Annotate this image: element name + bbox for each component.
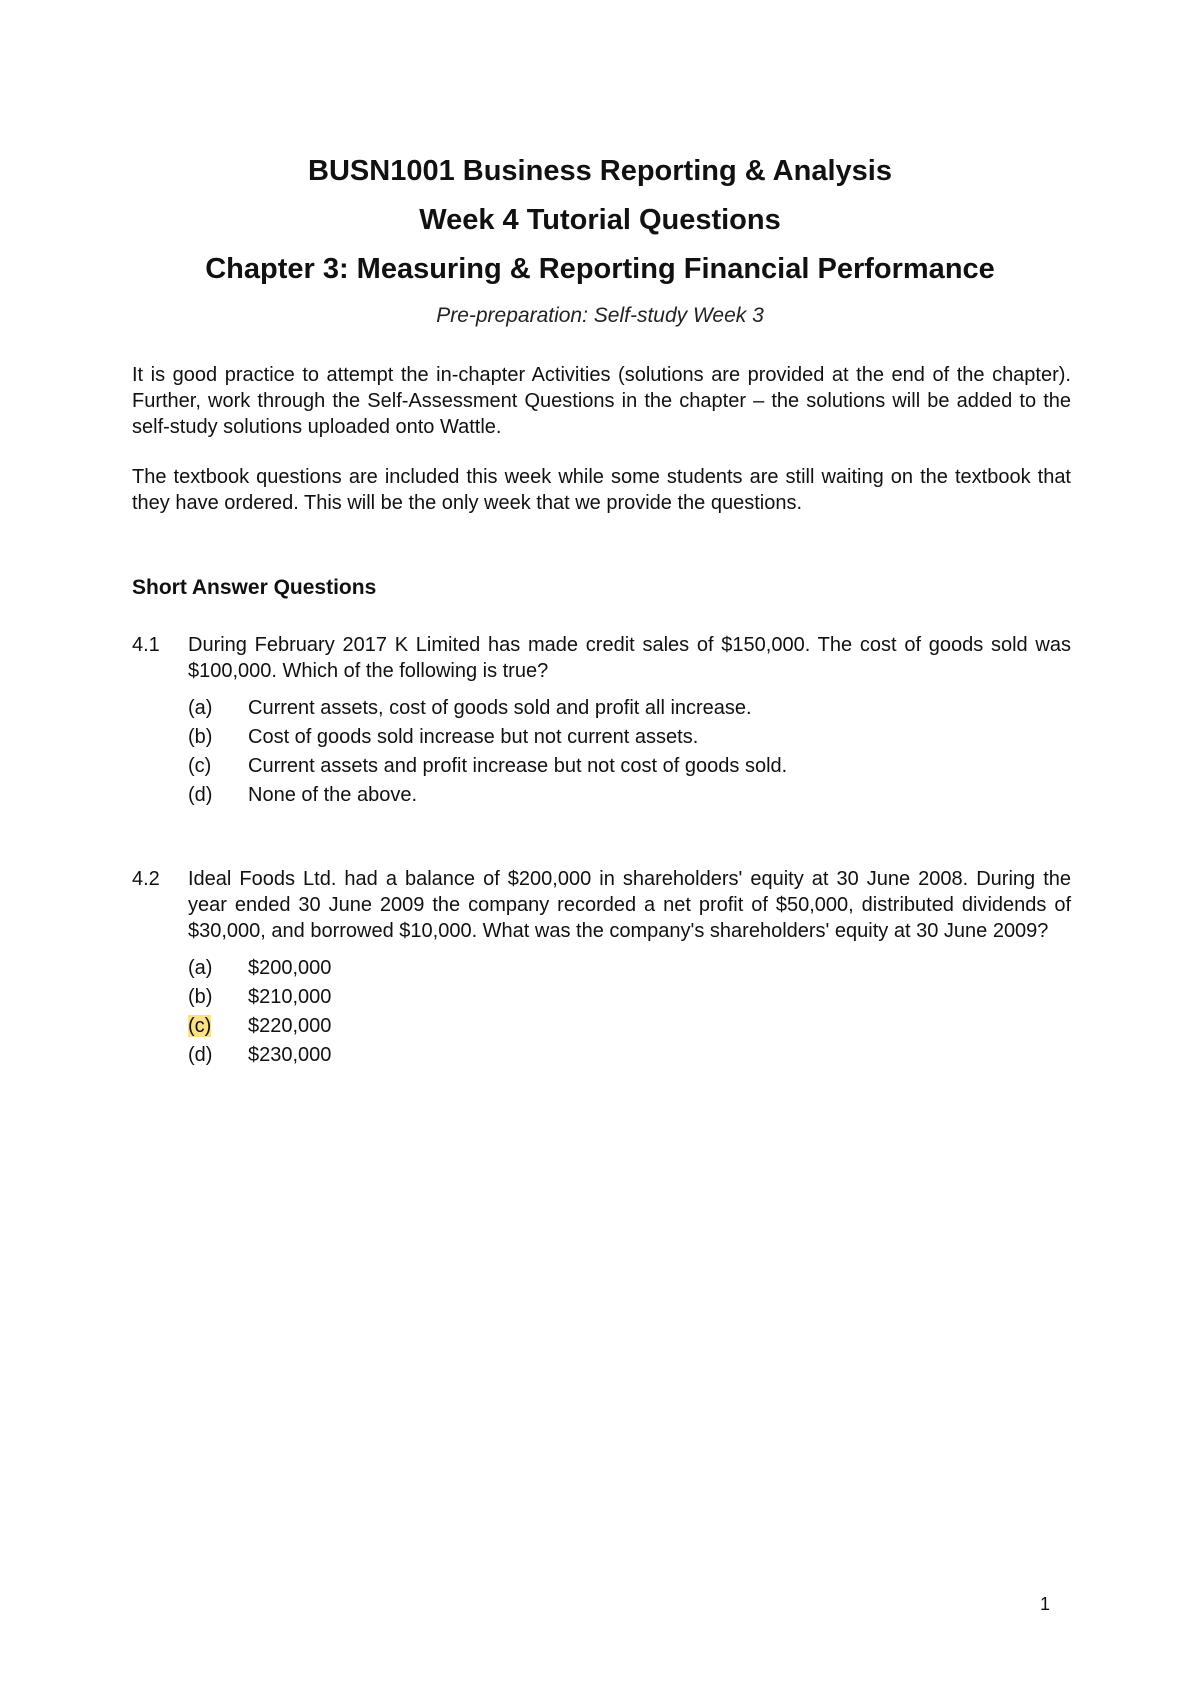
option-text: $230,000 [248, 1044, 332, 1066]
option-d [188, 781, 1071, 810]
question-number: 4.2 [132, 868, 160, 890]
highlighted-answer-label: (c) [188, 1015, 212, 1037]
option-text: None of the above. [248, 784, 418, 806]
week-title: Week 4 Tutorial Questions [419, 204, 781, 236]
question-4-1 [132, 632, 1071, 810]
question-text: Ideal Foods Ltd. had a balance of $200,000 in shareholders' equity at 30 June 2008. During the year ended 30 June 2009 the company recorded a net profit of $50,000, distributed dividends of $30,000, and borrowed $10,000. What was the company's shareholders' equity at 30 June 2009? [188, 868, 1071, 942]
answer-options [188, 954, 1071, 1070]
option-text: Current assets and profit increase but not cost of goods sold. [248, 755, 788, 777]
pre-preparation-note: Pre-preparation: Self-study Week 3 [436, 304, 764, 327]
option-a [188, 954, 1071, 983]
option-label: (d) [188, 1044, 213, 1066]
option-b [188, 983, 1071, 1012]
section-heading: Short Answer Questions [132, 576, 377, 599]
option-b [188, 723, 1071, 752]
option-label: (a) [188, 957, 213, 979]
page-number: 1 [1040, 1594, 1051, 1614]
option-label: (a) [188, 697, 213, 719]
option-label: (b) [188, 726, 213, 748]
option-d [188, 1041, 1071, 1070]
chapter-title: Chapter 3: Measuring & Reporting Financial Performance [205, 253, 995, 285]
option-text: $220,000 [248, 1015, 332, 1037]
option-text: $200,000 [248, 957, 332, 979]
option-text: Current assets, cost of goods sold and profit all increase. [248, 697, 752, 719]
intro-paragraph-1: It is good practice to attempt the in-chapter Activities (solutions are provided at the end of the chapter). Further, work through the Self-Assessment Questions in the chapter – the solutions will be added to the self-study solutions uploaded onto Wattle. [132, 364, 1071, 438]
option-a [188, 694, 1071, 723]
question-number: 4.1 [132, 634, 160, 656]
question-4-2 [132, 866, 1071, 1070]
option-text: $210,000 [248, 986, 332, 1008]
option-c [188, 1012, 1071, 1041]
answer-options [188, 694, 1071, 810]
option-c [188, 752, 1071, 781]
course-title: BUSN1001 Business Reporting & Analysis [308, 155, 892, 187]
question-text: During February 2017 K Limited has made credit sales of $150,000. The cost of goods sold was $100,000. Which of the following is true? [188, 634, 1071, 682]
intro-paragraph-2: The textbook questions are included this week while some students are still waiting on the textbook that they have ordered. This will be the only week that we provide the questions. [132, 466, 1071, 514]
title-block [0, 147, 1200, 328]
option-label: (c) [188, 755, 212, 777]
option-label: (b) [188, 986, 213, 1008]
option-label: (d) [188, 784, 213, 806]
option-label [188, 1012, 248, 1041]
option-text: Cost of goods sold increase but not current assets. [248, 726, 699, 748]
